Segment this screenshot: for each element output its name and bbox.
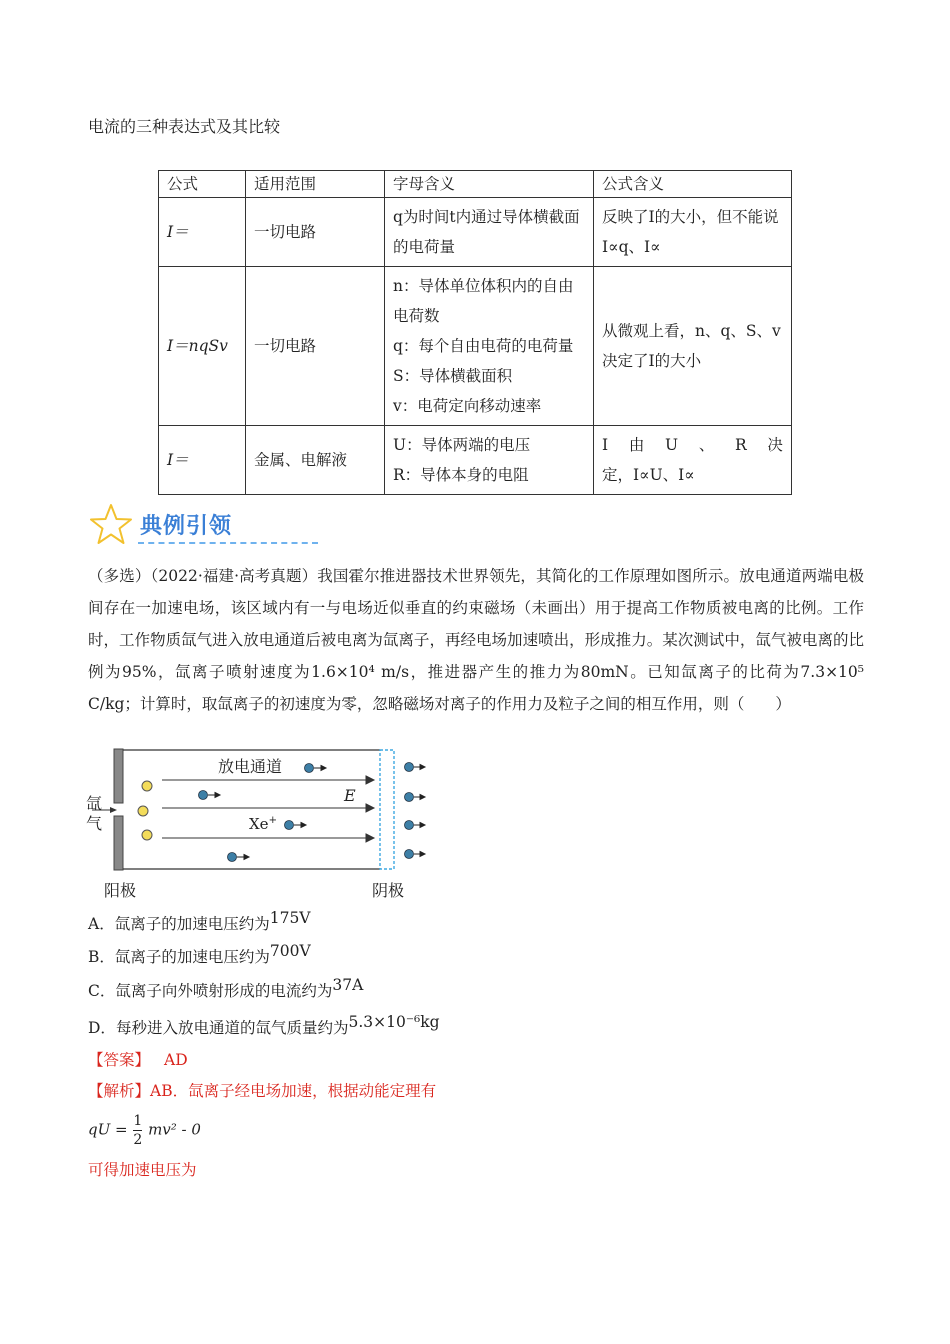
section-heading: 电流的三种表达式及其比较 <box>88 117 281 136</box>
analysis-line <box>88 1079 436 1101</box>
scope-cell: 一切电路 <box>246 267 385 426</box>
question-segment: ，推进器产生的推力为 <box>409 663 581 681</box>
letter-meaning: n：导体单位体积内的自由电荷数 <box>393 277 574 325</box>
speed-value: 1.6×10⁴ m/s <box>311 663 410 681</box>
kinetic-energy-formula: qU = $\frac{1}{2}$ mv² - 0 <box>88 1113 201 1148</box>
table-row <box>159 198 792 267</box>
banner-title: 典例引领 <box>140 514 233 539</box>
question-segment: 。已知氙离子的比荷为 <box>628 663 801 681</box>
xenon-ions <box>199 763 414 862</box>
option-d[interactable]: D．每秒进入放电通道的氙气质量约为5.3×10⁻⁶kg <box>88 1013 440 1037</box>
meaning-word: I <box>602 436 609 454</box>
meaning-cell <box>594 426 792 495</box>
banner-underline <box>138 542 318 544</box>
option-c[interactable]: C．氙离子向外喷射形成的电流约为37A <box>88 976 364 1000</box>
thrust-value: 80mN <box>580 663 629 681</box>
header-cell: 字母含义 <box>385 171 594 198</box>
letters-cell <box>385 198 594 267</box>
header-cell: 公式含义 <box>594 171 792 198</box>
charge-ratio-value: 7.3×10⁵ C/kg <box>88 663 864 713</box>
table-row <box>159 267 792 426</box>
xenon-atoms <box>138 781 152 840</box>
formula-cell: I＝ <box>159 426 246 495</box>
ion-arrows <box>208 765 425 860</box>
field-label: E <box>344 786 356 805</box>
letter-meaning: U：导体两端的电压 <box>393 436 531 454</box>
meaning-cell: 从微观上看，n、q、S、v决定了I的大小 <box>594 267 792 426</box>
scope-cell: 一切电路 <box>246 198 385 267</box>
answer-label: 【答案】 <box>88 1051 151 1069</box>
channel-label: 放电通道 <box>218 757 283 776</box>
analysis-label: 【解析】 <box>88 1082 151 1100</box>
formula-cell: I＝ <box>159 198 246 267</box>
letter-meaning: q：每个自由电荷的电荷量 <box>393 337 574 355</box>
letters-cell <box>385 426 594 495</box>
meaning-word: 由 <box>628 436 645 454</box>
answer-value: AD <box>164 1051 188 1069</box>
header-cell: 适用范围 <box>246 171 385 198</box>
anode-label: 阳极 <box>104 881 137 900</box>
header-cell: 公式 <box>159 171 246 198</box>
scope-cell: 金属、电解液 <box>246 426 385 495</box>
gas-label: 氙气 <box>86 794 103 833</box>
table-row <box>159 426 792 495</box>
letter-meaning: R：导体本身的电阻 <box>393 466 529 484</box>
question-text <box>88 560 864 720</box>
meaning-word: R <box>735 436 747 454</box>
ion-label: Xe+ <box>249 815 277 833</box>
star-icon <box>88 502 134 548</box>
meaning-word: U <box>665 436 679 454</box>
option-b[interactable]: B．氙离子的加速电压约为700V <box>88 942 311 966</box>
formula-cell: I＝nqSv <box>159 267 246 426</box>
answer-line <box>88 1048 188 1070</box>
cathode-grid <box>380 750 394 869</box>
cathode-label: 阴极 <box>372 881 405 900</box>
meaning-cell: 反映了I的大小，但不能说I∝q、I∝ <box>594 198 792 267</box>
letter-meaning: S：导体横截面积 <box>393 367 513 385</box>
question-segment: ；计算时，取氙离子的初速度为零，忽略磁场对离子的作用力及粒子之间的相互作用，则（ ） <box>124 695 791 713</box>
analysis-text: AB．氙离子经电场加速，根据动能定理有 <box>150 1082 437 1100</box>
meaning-word: 决 <box>767 436 783 454</box>
letter-meaning: q为时间t内通过导体横截面的电荷量 <box>393 208 580 256</box>
letters-cell <box>385 267 594 426</box>
conclusion-line: 可得加速电压为 <box>88 1161 197 1179</box>
meaning-line: 定，I∝U、I∝ <box>602 466 695 484</box>
table-header-row <box>159 171 792 198</box>
anode-plate-bottom <box>114 816 123 870</box>
meaning-line <box>602 430 783 460</box>
anode-plate-top <box>114 749 123 803</box>
comparison-table <box>158 170 792 495</box>
question-segment: （多选）（2022·福建·高考真题）我国霍尔推进器技术世界领先，其简化的工作原理如图所示。放电通道两端电极间存在一加速电场，该区域内有一与电场近似垂直的约束磁场（未画出）用于提高工作物质被电离的比例。工作时，工作物质氙气进入放电通道后被电离为氙离子，再经电场加速喷出，形成推力。某次测试中，氙气被电离的比例为95%，氙离子喷射速度为 <box>88 567 864 681</box>
option-a[interactable]: A．氙离子的加速电压约为175V <box>88 909 311 933</box>
letter-meaning: v：电荷定向移动速率 <box>393 397 542 415</box>
meaning-word: 、 <box>698 436 715 454</box>
